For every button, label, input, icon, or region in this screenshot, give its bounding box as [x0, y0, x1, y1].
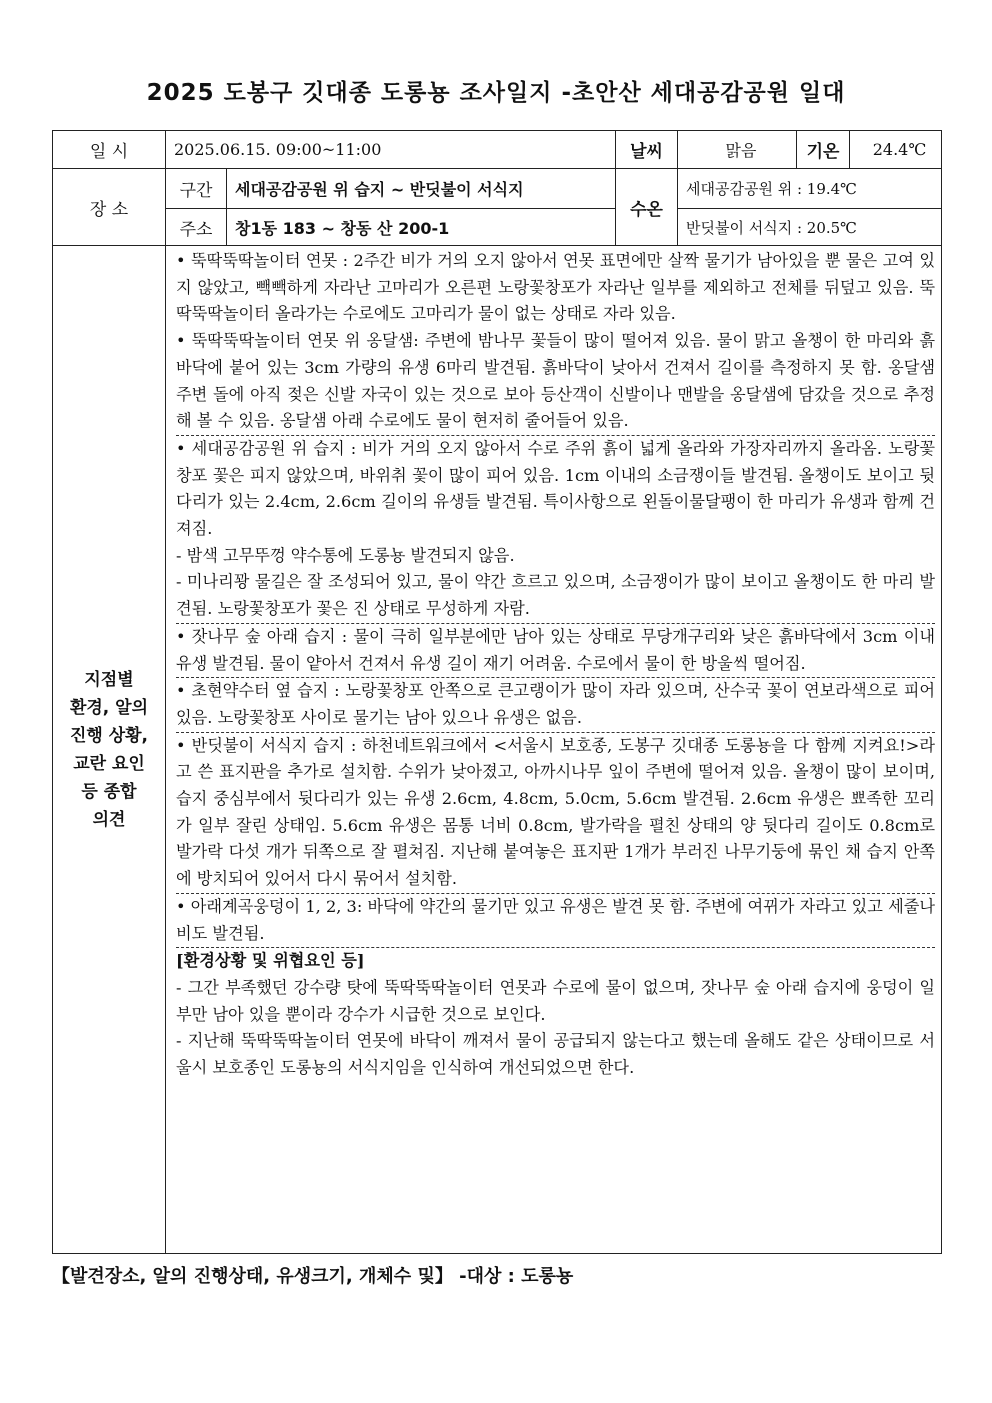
note-paragraph: • 초현약수터 옆 습지 : 노랑꽃창포 안쪽으로 큰고랭이가 많이 자라 있으며, 산수국 꽃이 연보라색으로 피어 있음. 노랑꽃창포 사이로 물기는 남아 있으나 유생은 없음.	[176, 681, 935, 727]
note-paragraph: • 잣나무 숲 아래 습지 : 물이 극히 일부분에만 남아 있는 상태로 무당개구리와 낮은 흙바닥에서 3cm 이내 유생 발견됨. 물이 얕아서 건져서 유생 길이 재기 어려움. 수로에서 물이 한 방울씩 떨어짐.	[176, 626, 935, 673]
page-title: 2025 도봉구 깃대종 도롱뇽 조사일지 -초안산 세대공감공원 일대	[146, 80, 846, 106]
weather-value: 맑음	[678, 131, 797, 169]
datetime-label: 일 시	[53, 131, 166, 169]
side-label-line: 환경, 알의	[69, 697, 149, 718]
address-label: 주소	[166, 209, 227, 246]
site-opinion-label	[53, 246, 166, 1254]
note-paragraph: • 뚝딱뚝딱놀이터 연못 위 옹달샘: 주변에 밤나무 꽃들이 많이 떨어져 있음. 물이 맑고 올챙이 한 마리와 흙바닥에 붙어 있는 3cm 가량의 유생 6마리 발견됨. 흙바닥이 낮아서 건져서 길이를 측정하지 못 함. 옹달샘 주변 돌에 아직 젖은 신발 자국이 있는 것으로 보아 등산객이 신발이나 맨발을 옹달샘에 담갔을 것으로 추정해 볼 수 있음. 옹달샘 아래 수로에도 물이 현저히 줄어들어 있음.	[176, 331, 935, 431]
weather-label: 날씨	[616, 131, 678, 169]
airtemp-value: 24.4℃	[850, 131, 942, 169]
side-label-line: 등 종합	[81, 781, 137, 802]
note-paragraph: - 미나리꽝 물길은 잘 조성되어 있고, 물이 약간 흐르고 있으며, 소금쟁이가 많이 보이고 올챙이도 한 마리 발견됨. 노랑꽃창포가 꽃은 진 상태로 무성하게 자람.	[176, 572, 935, 619]
side-label-line: 지점별	[84, 669, 134, 690]
note-paragraph: • 뚝딱뚝딱놀이터 연못 : 2주간 비가 거의 오지 않아서 연못 표면에만 살짝 물기가 남아있을 뿐 물은 고여 있지 않았고, 빽빽하게 자라난 고마리가 오른편 노랑꽃창포가 자라난 일부를 제외하고 전체를 뒤덮고 있음. 뚝딱뚝딱놀이터 올라가는 수로에도 고마리가 물이 없는 상태로 자라 있음.	[176, 251, 935, 324]
section-value: 세대공감공원 위 습지 ~ 반딧불이 서식지	[227, 169, 616, 209]
note-section-wetland	[176, 436, 935, 624]
observation-notes	[166, 246, 942, 1254]
airtemp-label: 기온	[797, 131, 850, 169]
note-paragraph: • 세대공감공원 위 습지 : 비가 거의 오지 않아서 수로 주위 흙이 넓게 올라와 가장자리까지 올라옴. 노랑꽃창포 꽃은 피지 않았으며, 바위취 꽃이 많이 피어 있음. 1cm 이내의 소금쟁이들 발견됨. 올챙이도 보이고 뒷다리가 있는 2.4cm, 2.6cm 길이의 유생들 발견됨. 특이사항으로 왼돌이물달팽이 한 마리가 유생과 함께 건져짐.	[176, 438, 935, 539]
note-paragraph: - 지난해 뚝딱뚝딱놀이터 연못에 바닥이 깨져서 물이 공급되지 않는다고 했는데 올해도 같은 상태이므로 서울시 보호종인 도롱뇽의 서식지임을 인식하여 개선되었으면 한다.	[176, 1031, 935, 1078]
side-label-line: 진행 상황,	[69, 725, 149, 746]
address-value: 창1동 183 ~ 창동 산 200-1	[227, 209, 616, 246]
survey-log-table	[52, 130, 942, 1254]
footer-heading: 【발견장소, 알의 진행상태, 유생크기, 개체수 및】 -대상 : 도롱뇽	[52, 1266, 574, 1287]
watertemp-firefly: 반딧불이 서식지 : 20.5℃	[678, 209, 942, 246]
place-label: 장 소	[53, 169, 166, 246]
environment-heading: [환경상황 및 위협요인 등]	[176, 951, 365, 971]
side-label-line: 의견	[92, 809, 126, 830]
note-section-valley	[176, 894, 935, 948]
note-section-pine-forest	[176, 624, 935, 678]
note-paragraph: • 반딧불이 서식지 습지 : 하천네트워크에서 <서울시 보호종, 도봉구 깃대종 도롱뇽을 다 함께 지켜요!>라고 쓴 표지판을 추가로 설치함. 수위가 낮아졌고, 아까시나무 잎이 주변에 떨어져 있음. 올챙이 많이 보이며, 습지 중심부에서 뒷다리가 있는 유생 2.6cm, 4.8cm, 5.0cm, 5.6cm 발견됨. 2.6cm 유생은 뾰족한 꼬리가 일부 잘린 상태임. 5.6cm 유생은 몸통 너비 0.8cm, 발가락을 펼친 상태의 양 뒷다리 길이도 0.8cm로 발가락 다섯 개가 뒤쪽으로 잘 펼쳐짐. 지난해 붙여놓은 표지판 1개가 부러진 나무기둥에 묶인 채 습지 안쪽에 방치되어 있어서 다시 묶어서 설치함.	[176, 735, 935, 889]
note-section-pond	[176, 248, 935, 436]
watertemp-label: 수온	[616, 169, 678, 246]
watertemp-upper: 세대공감공원 위 : 19.4℃	[678, 169, 942, 209]
note-paragraph: - 밤색 고무뚜껑 약수통에 도롱뇽 발견되지 않음.	[176, 545, 515, 565]
side-label-line: 교란 요인	[73, 753, 145, 774]
note-section-environment	[176, 948, 935, 1082]
note-paragraph: • 아래계곡웅덩이 1, 2, 3: 바닥에 약간의 물기만 있고 유생은 발견 못 함. 주변에 여뀌가 자라고 있고 세줄나비도 발견됨.	[176, 896, 935, 943]
note-section-spring	[176, 678, 935, 732]
datetime-value: 2025.06.15. 09:00~11:00	[166, 131, 616, 169]
section-label: 구간	[166, 169, 227, 209]
note-section-firefly	[176, 733, 935, 894]
note-paragraph: - 그간 부족했던 강수량 탓에 뚝딱뚝딱놀이터 연못과 수로에 물이 없으며, 잣나무 숲 아래 습지에 웅덩이 일부만 남아 있을 뿐이라 강수가 시급한 것으로 보인다.	[176, 977, 935, 1024]
